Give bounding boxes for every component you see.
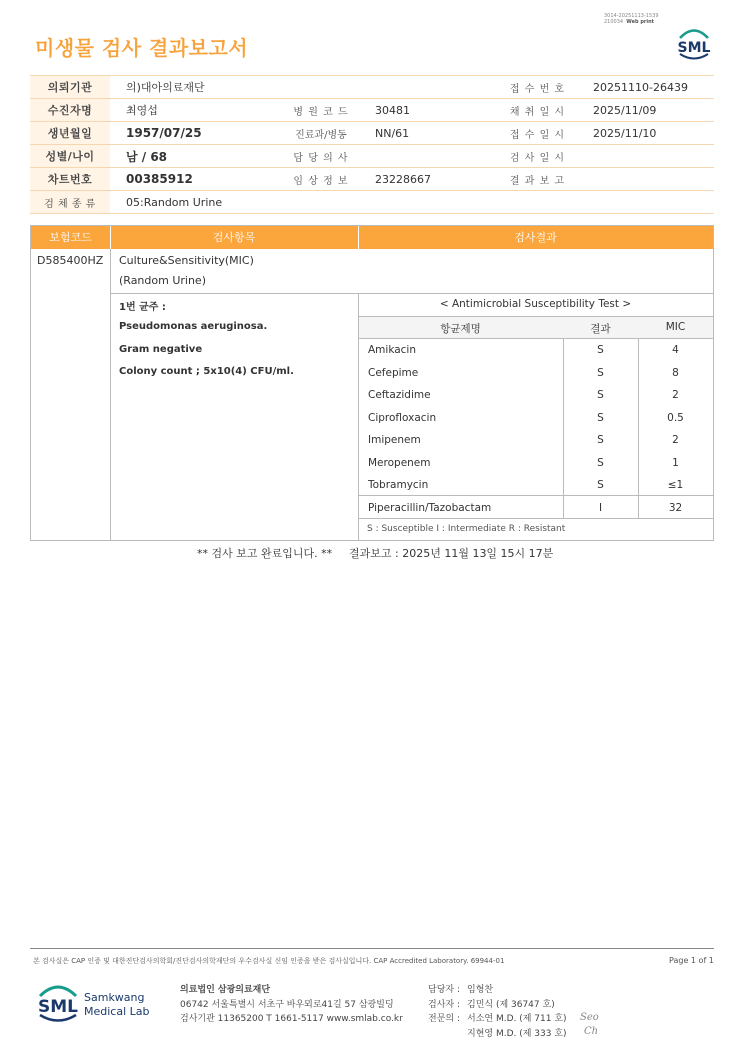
doctor-label: 담 당 의 사 <box>283 145 359 168</box>
header-divider <box>110 226 111 249</box>
document-code-line2 <box>604 19 659 25</box>
accreditation-note: 본 검사실은 CAP 인증 및 대한진단검사의학회/진단검사의학재단의 우수검사실 신임 인증을 받은 검사실입니다. CAP Accredited Laboratory. 69944-01 <box>33 957 505 965</box>
patient-label: 수진자명 <box>30 99 110 122</box>
divider <box>110 293 713 294</box>
report-label: 결 과 보 고 <box>498 168 577 191</box>
ast-drug-name: Ceftazidime <box>368 389 431 401</box>
collect-date-label: 채 취 일 시 <box>498 99 577 122</box>
sml-logo-icon <box>674 25 714 61</box>
chart-no-value: 00385912 <box>110 168 283 191</box>
dept-value: NN/61 <box>359 122 498 145</box>
ast-drug-name: Amikacin <box>368 344 417 356</box>
web-print-label: Web print <box>626 19 655 25</box>
staff-role: 담당자 : <box>428 985 460 995</box>
report-value <box>577 168 714 191</box>
col-insurance-code: 보험코드 <box>49 231 92 244</box>
ast-drug-name: Meropenem <box>368 456 431 469</box>
ast-result: S <box>597 389 604 401</box>
ast-result: S <box>597 366 604 379</box>
gram-stain: Gram negative <box>119 344 203 355</box>
ast-col-mic: MIC <box>665 321 686 333</box>
staff-role: 전문의 : <box>428 1014 460 1024</box>
receipt-date-label: 접 수 일 시 <box>498 122 577 145</box>
dob-label: 생년월일 <box>30 122 110 145</box>
staff-name: 지현영 M.D. (제 333 호) <box>467 1028 567 1039</box>
divider <box>358 518 713 519</box>
org-name: 의료법인 삼광의료재단 <box>180 985 271 995</box>
ast-result: S <box>597 456 604 469</box>
footer-sml-text: SML <box>38 997 78 1017</box>
ast-drug-name: Cefepime <box>368 366 419 379</box>
ast-mic: 8 <box>672 366 679 379</box>
ast-drug-name: Imipenem <box>368 434 421 446</box>
report-datetime: 결과보고 : 2025년 11월 13일 15시 17분 <box>349 547 554 560</box>
ast-mic: 1 <box>672 456 679 469</box>
info-row <box>30 99 714 122</box>
ast-result: S <box>597 434 604 446</box>
footer-divider <box>30 948 714 949</box>
completion-message: ** 검사 보고 완료입니다. ** <box>197 547 333 560</box>
col-test-result: 검사결과 <box>514 231 557 244</box>
ast-mic: 4 <box>672 344 679 356</box>
ast-mic: 32 <box>668 501 683 514</box>
colony-count: Colony count ; 5x10(4) CFU/ml. <box>119 366 294 377</box>
specimen-label: 검 체 종 류 <box>30 191 110 214</box>
info-row <box>30 76 714 99</box>
ast-title: < Antimicrobial Susceptibility Test > <box>439 298 632 310</box>
clinical-label: 임 상 정 보 <box>283 168 359 191</box>
organism-label: 1번 균주 : <box>119 302 166 313</box>
ast-drug-name: Piperacillin/Tazobactam <box>368 501 492 514</box>
ast-mic: 0.5 <box>667 411 684 424</box>
divider <box>358 338 713 339</box>
report-title: 미생물 검사 결과보고서 <box>35 36 249 60</box>
staff-name: 서소연 M.D. (제 711 호) <box>467 1014 567 1024</box>
header-divider <box>358 226 359 249</box>
requester-label: 의뢰기관 <box>30 76 110 99</box>
chart-no-label: 차트번호 <box>30 168 110 191</box>
signature-1: Seo <box>580 1012 599 1023</box>
dob-value: 1957/07/25 <box>110 122 283 145</box>
document-code-line1: 3014-20251113-1539 <box>604 13 659 19</box>
ast-drug-name: Tobramycin <box>368 479 429 491</box>
document-code <box>604 13 659 25</box>
ast-result: S <box>597 344 604 356</box>
hosp-code-label: 병 원 코 드 <box>283 99 359 122</box>
document-code-id: 210034 <box>604 19 624 25</box>
staff-name: 임형찬 <box>467 985 494 995</box>
sex-age-label: 성별/나이 <box>30 145 110 168</box>
organism-name: Pseudomonas aeruginosa. <box>119 321 268 332</box>
result-table-header <box>31 226 713 249</box>
ast-mic: ≤1 <box>667 479 684 491</box>
staff-role: 검사자 : <box>428 999 460 1010</box>
info-row <box>30 145 714 168</box>
ast-col-drug: 항균제명 <box>440 323 481 335</box>
receipt-date-value: 2025/11/10 <box>577 122 714 145</box>
test-item-specimen: (Random Urine) <box>119 274 206 287</box>
divider <box>358 495 713 496</box>
ast-drug-name: Ciprofloxacin <box>368 411 437 424</box>
col-test-item: 검사항목 <box>212 231 256 244</box>
test-item-name: Culture&Sensitivity(MIC) <box>119 254 254 267</box>
org-address: 06742 서울특별시 서초구 바우뫼로41길 57 삼광빌딩 <box>180 1000 394 1010</box>
signature-2: Ch <box>584 1026 599 1037</box>
collect-date-value: 2025/11/09 <box>577 99 714 122</box>
ast-mic: 2 <box>672 434 679 446</box>
test-date-value <box>577 145 714 168</box>
ast-legend: S : Susceptible I : Intermediate R : Resistant <box>367 524 566 534</box>
page-number: Page 1 of 1 <box>669 956 714 965</box>
patient-info-table <box>30 75 714 214</box>
hosp-code-value: 30481 <box>359 99 498 122</box>
logo-line1: Samkwang <box>84 991 145 1004</box>
ast-result: S <box>597 411 604 424</box>
dept-label: 진료과/병동 <box>283 122 359 145</box>
org-contact: 검사기관 11365200 T 1661-5117 www.smlab.co.kr <box>180 1014 403 1024</box>
info-row <box>30 122 714 145</box>
ast-result: I <box>598 501 603 514</box>
logo-line2: Medical Lab <box>84 1005 150 1018</box>
ast-result: S <box>597 479 604 491</box>
insurance-code: D585400HZ <box>37 254 104 267</box>
test-date-label: 검 사 일 시 <box>498 145 577 168</box>
specimen-value: 05:Random Urine <box>110 191 714 214</box>
info-row <box>30 191 714 214</box>
doctor-value <box>359 145 498 168</box>
ast-mic: 2 <box>672 389 679 401</box>
sml-logo-text: SML <box>677 40 711 56</box>
receipt-no-value: 20251110-26439 <box>577 76 714 99</box>
patient-value: 최영섭 <box>110 99 283 122</box>
ast-col-result: 결과 <box>590 323 611 335</box>
info-row <box>30 168 714 191</box>
staff-name: 김민식 (제 36747 호) <box>467 999 555 1010</box>
result-table <box>30 225 714 541</box>
sex-age-value: 남 / 68 <box>110 145 283 168</box>
requester-value: 의)대아의료재단 <box>110 76 498 99</box>
samkwang-logo-icon <box>36 980 156 1025</box>
clinical-value: 23228667 <box>359 168 498 191</box>
receipt-no-label: 접 수 번 호 <box>498 76 577 99</box>
